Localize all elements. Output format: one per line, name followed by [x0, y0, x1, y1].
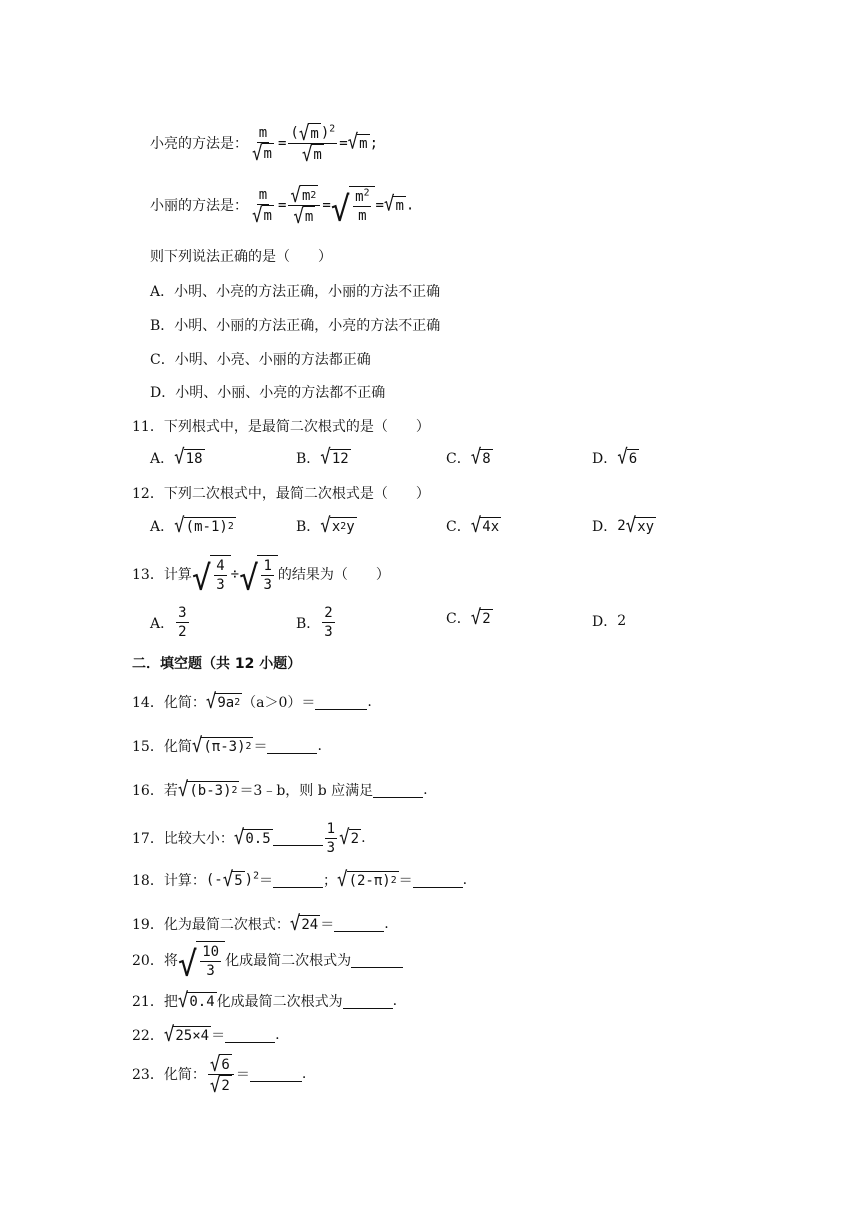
- q12-option-c: C． √ 4x: [446, 513, 500, 537]
- xiaoli-formula: m √ m = √ m 2 √ m = √ $\frac{m^2}{m}$ = √ m .: [252, 183, 415, 229]
- q11-option-c: C． √ 8: [446, 445, 491, 469]
- q11-option-a: A． √ 18: [150, 445, 203, 469]
- q13-stem: 13．计算 √ $\frac{4}{3}$ ÷ √ $\frac{1}{3}$ 的结果为（ ）: [132, 552, 390, 596]
- section-fill-blank-title: 二．填空题（共 12 小题）: [132, 656, 302, 672]
- q23: 23．化简： √ 6 √ 2 ＝ .: [132, 1052, 307, 1097]
- q21: 21．把 √ 0.4 化成最简二次根式为 .: [132, 988, 398, 1012]
- xiaoliang-formula: m √ m = ( √ m )$^2$ √ m = √ m ;: [252, 121, 379, 166]
- intro-option-c: C．小明、小亮、小丽的方法都正确: [150, 352, 371, 368]
- q18: 18．计算： (- √ 5 )$^2$ ＝ ； √ (2-π) 2 ＝ .: [132, 867, 468, 891]
- q12-option-d: D． 2 √ xy: [592, 513, 655, 537]
- q12-option-b: B． √ x 2 y: [296, 513, 355, 537]
- q15: 15．化简 √ (π-3) 2 ＝ .: [132, 733, 322, 757]
- q12-option-a: A． √ (m-1) 2: [150, 513, 234, 537]
- q13-option-b: B． $\frac{2}{3}$: [296, 605, 333, 640]
- q13-option-a: A． $\frac{3}{2}$: [150, 605, 187, 640]
- intro-option-d: D．小明、小丽、小亮的方法都不正确: [150, 385, 386, 401]
- q16: 16．若 √ (b-3) 2 ＝3﹣b，则 b 应满足 .: [132, 777, 428, 801]
- q19: 19．化为最简二次根式： √ 24 ＝ .: [132, 911, 389, 935]
- q13-option-c: C． √ 2: [446, 605, 491, 629]
- q11-option-d: D． √ 6: [592, 445, 638, 469]
- intro-question: 则下列说法正确的是（ ）: [150, 249, 332, 265]
- xiaoliang-method: [150, 120, 378, 166]
- q14: 14．化简： √ 9a 2 （a＞0）＝ .: [132, 689, 372, 713]
- xiaoli-method: [150, 180, 414, 230]
- intro-option-a: A．小明、小亮的方法正确，小丽的方法不正确: [150, 284, 441, 300]
- xiaoli-label: 小丽的方法是：: [150, 198, 248, 214]
- q12-stem: 12．下列二次根式中，最简二次根式是（ ）: [132, 486, 430, 502]
- xiaoliang-label: 小亮的方法是：: [150, 136, 248, 152]
- q20: 20．将 √ $\frac{10}{3}$ 化成最简二次根式为: [132, 938, 403, 982]
- intro-option-b: B．小明、小丽的方法正确，小亮的方法不正确: [150, 318, 441, 334]
- q11-stem: 11．下列根式中，是最简二次根式的是（ ）: [132, 419, 430, 435]
- q11-option-b: B． √ 12: [296, 445, 349, 469]
- q22: 22． √ 25×4 ＝ .: [132, 1022, 280, 1046]
- q13-option-d: D． 2: [592, 613, 627, 630]
- q17: 17．比较大小： √ 0.5 $\frac{1}{3}$ √ 2 .: [132, 820, 366, 856]
